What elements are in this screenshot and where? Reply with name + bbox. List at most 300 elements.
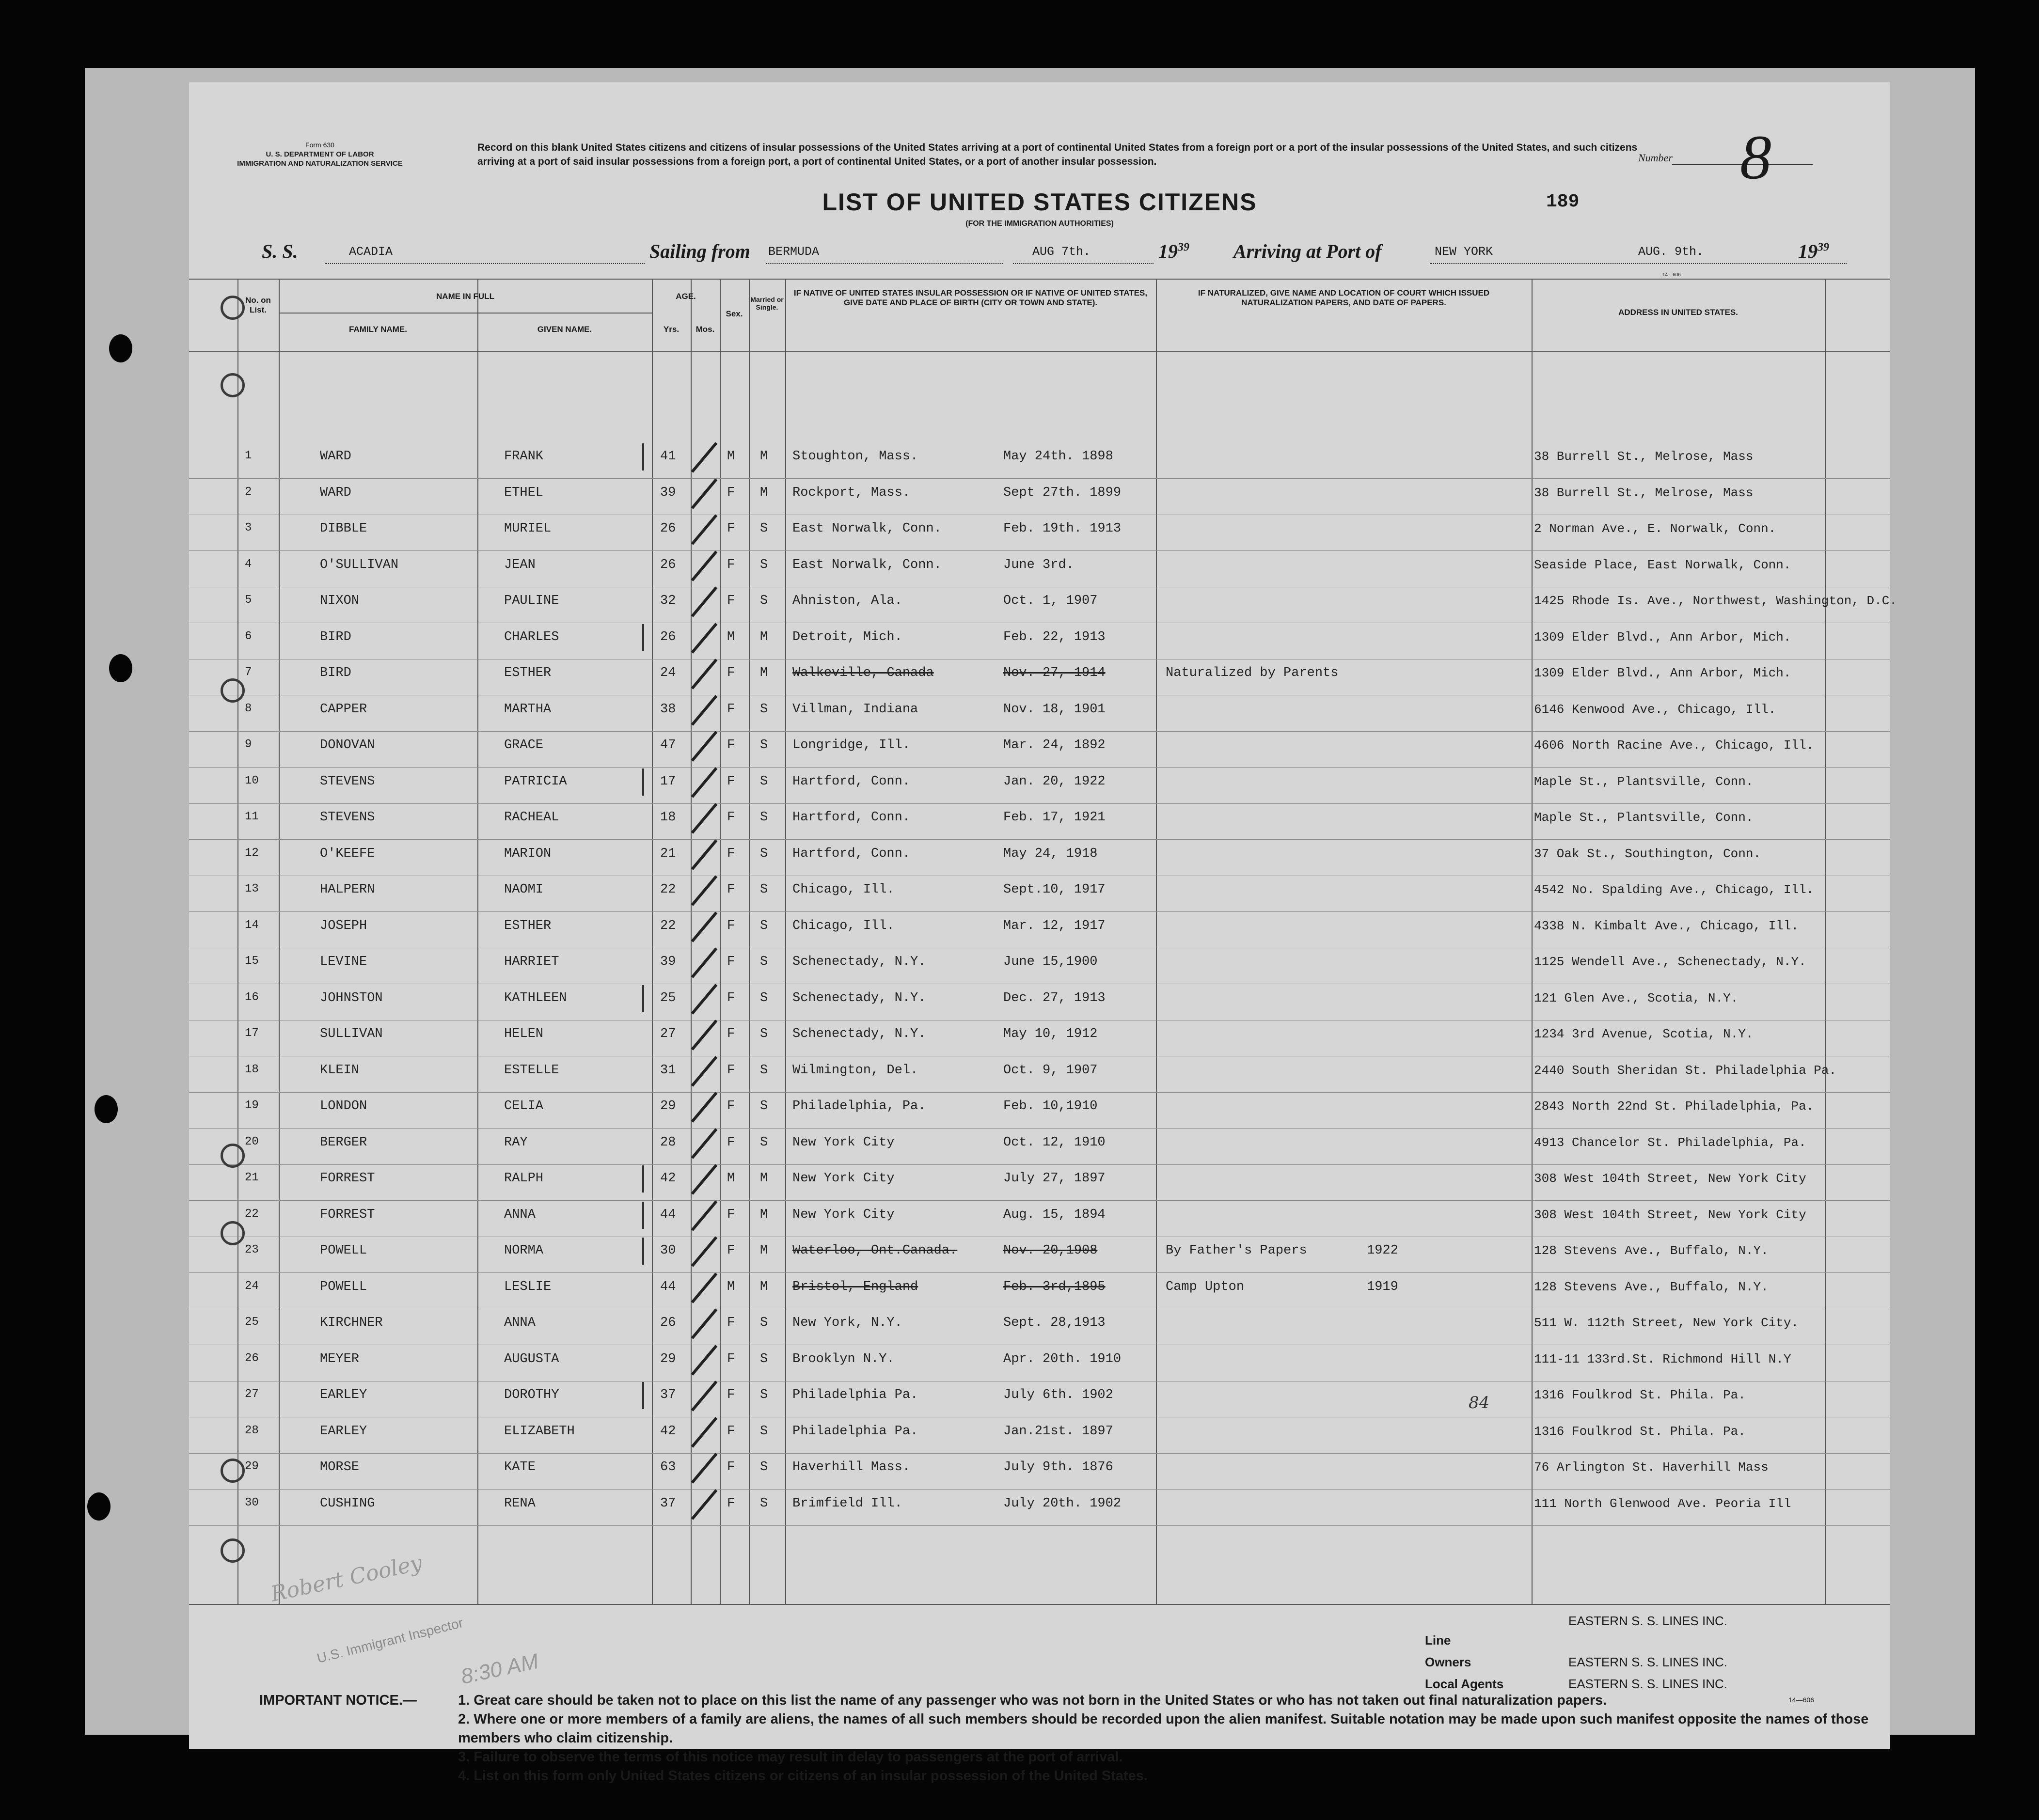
birth-place: Philadelphia Pa. [792, 1388, 918, 1402]
us-address: 4913 Chancelor St. Philadelphia, Pa. [1534, 1135, 1806, 1150]
col-header-age: AGE. [676, 292, 696, 301]
binder-ring [221, 373, 245, 397]
punch-hole [95, 1095, 118, 1123]
birth-place: Philadelphia, Pa. [792, 1099, 926, 1114]
birth-place: Hartford, Conn. [792, 774, 911, 789]
page-title: LIST OF UNITED STATES CITIZENS [822, 188, 1257, 216]
sex: F [727, 1316, 735, 1330]
birth-place: Schenectady, N.Y. [792, 1027, 926, 1041]
service-name: IMMIGRATION AND NATURALIZATION SERVICE [237, 159, 403, 168]
us-address: 1234 3rd Avenue, Scotia, N.Y. [1534, 1027, 1754, 1041]
check-mark [691, 659, 718, 690]
row-number: 9 [245, 738, 252, 751]
birth-place: Waterloo, Ont.Canada. [792, 1243, 958, 1258]
col-header-mos: Mos. [695, 325, 715, 334]
line-value: EASTERN S. S. LINES INC. [1568, 1614, 1727, 1628]
given-name: FRANK [504, 449, 544, 464]
arrival-port: NEW YORK [1435, 245, 1493, 259]
family-name: DONOVAN [320, 738, 375, 753]
birth-date: Oct. 12, 1910 [1003, 1135, 1106, 1150]
marital-status: S [760, 1460, 768, 1475]
marital-status: M [760, 666, 768, 680]
birth-place: New York City [792, 1171, 895, 1186]
us-address: 111-11 133rd.St. Richmond Hill N.Y [1534, 1351, 1791, 1366]
family-name: DIBBLE [320, 521, 367, 536]
family-name: JOHNSTON [320, 990, 383, 1005]
row-number: 16 [245, 990, 259, 1004]
col-header-yrs: Yrs. [663, 325, 680, 334]
sail-year: 39 [1178, 241, 1189, 254]
birth-date: Feb. 10,1910 [1003, 1099, 1098, 1114]
sex: M [727, 629, 735, 644]
birth-place: Brooklyn N.Y. [792, 1351, 895, 1366]
row-divider [189, 1453, 1890, 1454]
age-years: 29 [660, 1099, 676, 1114]
family-name: EARLEY [320, 1388, 367, 1402]
birth-place: Detroit, Mich. [792, 629, 902, 644]
binder-ring [221, 1459, 245, 1483]
row-divider [189, 803, 1890, 804]
family-name: KLEIN [320, 1063, 360, 1078]
marital-status: S [760, 1316, 768, 1330]
age-years: 18 [660, 810, 676, 825]
owners-label: Owners [1425, 1655, 1471, 1669]
sex: F [727, 521, 735, 536]
naturalization-court: By Father's Papers [1166, 1243, 1307, 1258]
marital-status: S [760, 702, 768, 717]
form-number: Form 630 [305, 141, 334, 149]
check-mark [691, 1453, 718, 1484]
naturalization-court: Camp Upton [1166, 1279, 1245, 1294]
col-divider [785, 279, 786, 1604]
given-name: LESLIE [504, 1279, 552, 1294]
tick-mark [642, 769, 644, 796]
us-address: 2 Norman Ave., E. Norwalk, Conn. [1534, 521, 1776, 536]
given-name: KATE [504, 1460, 536, 1475]
birth-date: Mar. 12, 1917 [1003, 918, 1106, 933]
col-header-name: NAME IN FULL [436, 292, 494, 301]
row-number: 27 [245, 1388, 259, 1401]
binder-ring [221, 296, 245, 320]
age-years: 26 [660, 1316, 676, 1330]
us-address: 4606 North Racine Ave., Chicago, Ill. [1534, 738, 1814, 753]
birth-place: East Norwalk, Conn. [792, 521, 942, 536]
us-address: 511 W. 112th Street, New York City. [1534, 1316, 1799, 1330]
family-name: O'KEEFE [320, 846, 375, 861]
marital-status: S [760, 955, 768, 969]
age-years: 63 [660, 1460, 676, 1475]
marital-status: S [760, 738, 768, 753]
row-divider [189, 1200, 1890, 1201]
sex: F [727, 882, 735, 897]
birth-date: July 27, 1897 [1003, 1171, 1106, 1186]
sex: M [727, 1279, 735, 1294]
age-years: 27 [660, 1027, 676, 1041]
given-name: MURIEL [504, 521, 552, 536]
us-address: 4338 N. Kimbalt Ave., Chicago, Ill. [1534, 918, 1799, 933]
sex: F [727, 990, 735, 1005]
row-divider [189, 1272, 1890, 1273]
age-years: 21 [660, 846, 676, 861]
check-mark [691, 911, 718, 942]
birth-date: Sept. 28,1913 [1003, 1316, 1106, 1330]
marital-status: S [760, 774, 768, 789]
margin-note: 84 [1469, 1393, 1490, 1412]
row-number: 24 [245, 1279, 259, 1293]
check-mark [691, 1489, 718, 1520]
sex: F [727, 485, 735, 500]
row-number: 13 [245, 882, 259, 895]
check-mark [691, 767, 718, 798]
marital-status: S [760, 557, 768, 572]
given-name: PATRICIA [504, 774, 567, 789]
birth-place: Walkeville, Canada [792, 666, 934, 680]
record-instructions: Record on this blank United States citizens and citizens of insular possessions of the United States arriving at a port of continental United States from a foreign port or a port of the insular possessions of the United States, and such citizens arriving at a port of said insular possessions from a foreign port, a port of continental United States, or a port of another insular possession. [477, 142, 1638, 167]
us-address: 38 Burrell St., Melrose, Mass [1534, 449, 1754, 464]
row-number: 25 [245, 1316, 259, 1329]
sex: F [727, 810, 735, 825]
birth-place: New York City [792, 1207, 895, 1222]
age-years: 31 [660, 1063, 676, 1078]
row-divider [189, 911, 1890, 912]
birth-date: June 3rd. [1003, 557, 1074, 572]
print-code: 14—606 [1662, 272, 1681, 278]
arrival-date: AUG. 9th. [1638, 245, 1704, 259]
sex: F [727, 1496, 735, 1511]
family-name: MORSE [320, 1460, 360, 1475]
col-header-birth: IF NATIVE OF UNITED STATES INSULAR POSSESSION OR IF NATIVE OF UNITED STATES, GIVE DATE AND PLACE OF BIRTH (CITY OR TOWN AND STATE). [793, 288, 1148, 307]
col-header-given: GIVEN NAME. [537, 325, 592, 334]
birth-place: Wilmington, Del. [792, 1063, 918, 1078]
sail-date: AUG 7th. [1032, 245, 1091, 259]
birth-date: July 9th. 1876 [1003, 1460, 1113, 1475]
sex: F [727, 1243, 735, 1258]
binder-ring [221, 1221, 245, 1245]
family-name: BERGER [320, 1135, 367, 1150]
row-number: 3 [245, 521, 252, 534]
col-header-no: No. on List. [245, 296, 271, 314]
col-divider [237, 279, 238, 1604]
given-name: MARTHA [504, 702, 552, 717]
age-years: 28 [660, 1135, 676, 1150]
sex: F [727, 955, 735, 969]
marital-status: S [760, 1351, 768, 1366]
check-mark [691, 1020, 718, 1051]
us-address: Maple St., Plantsville, Conn. [1534, 774, 1754, 789]
marital-status: S [760, 1496, 768, 1511]
birth-place: Villman, Indiana [792, 702, 918, 717]
marital-status: M [760, 449, 768, 464]
punch-hole [87, 1492, 111, 1521]
birth-date: Feb. 3rd,1895 [1003, 1279, 1106, 1294]
birth-place: Ahniston, Ala. [792, 594, 902, 608]
row-divider [189, 478, 1890, 479]
family-name: EARLEY [320, 1424, 367, 1439]
binder-ring [221, 1144, 245, 1168]
us-address: 121 Glen Ave., Scotia, N.Y. [1534, 990, 1739, 1005]
us-address: 308 West 104th Street, New York City [1534, 1171, 1806, 1186]
family-name: SULLIVAN [320, 1027, 383, 1041]
sex: F [727, 1135, 735, 1150]
sailing-underline [766, 263, 1003, 264]
given-name: ESTELLE [504, 1063, 559, 1078]
us-address: 37 Oak St., Southington, Conn. [1534, 846, 1761, 861]
row-number: 1 [245, 449, 252, 462]
family-name: CAPPER [320, 702, 367, 717]
marital-status: S [760, 1424, 768, 1439]
page-number: 189 [1546, 191, 1580, 212]
given-name: ANNA [504, 1316, 536, 1330]
birth-date: May 24, 1918 [1003, 846, 1098, 861]
sex: F [727, 1388, 735, 1402]
row-number: 18 [245, 1063, 259, 1076]
name-subheader-border [279, 313, 652, 314]
us-address: 111 North Glenwood Ave. Peoria Ill [1534, 1496, 1791, 1511]
tick-mark [642, 985, 644, 1012]
family-name: NIXON [320, 594, 360, 608]
check-mark [691, 586, 718, 617]
port-underline [1430, 263, 1847, 264]
date-underline [1013, 263, 1154, 264]
row-number: 5 [245, 594, 252, 607]
age-years: 17 [660, 774, 676, 789]
birth-date: Nov. 27, 1914 [1003, 666, 1106, 680]
family-name: POWELL [320, 1279, 367, 1294]
birth-place: New York City [792, 1135, 895, 1150]
age-years: 29 [660, 1351, 676, 1366]
row-divider [189, 1525, 1890, 1526]
naturalization-date: 1922 [1367, 1243, 1398, 1258]
family-name: KIRCHNER [320, 1316, 383, 1330]
check-mark [691, 731, 718, 762]
row-divider [189, 1128, 1890, 1129]
row-number: 22 [245, 1207, 259, 1221]
us-address: 38 Burrell St., Melrose, Mass [1534, 485, 1754, 500]
us-address: 1309 Elder Blvd., Ann Arbor, Mich. [1534, 666, 1791, 680]
row-number: 21 [245, 1171, 259, 1184]
row-number: 2 [245, 485, 252, 499]
tick-mark [642, 1238, 644, 1265]
ss-label: S. S. [262, 240, 298, 262]
arrival-year: 39 [1818, 241, 1829, 254]
birth-date: May 10, 1912 [1003, 1027, 1098, 1041]
birth-date: June 15,1900 [1003, 955, 1098, 969]
sex: F [727, 557, 735, 572]
birth-date: July 20th. 1902 [1003, 1496, 1122, 1511]
sex: F [727, 1063, 735, 1078]
row-number: 15 [245, 955, 259, 968]
given-name: ELIZABETH [504, 1424, 575, 1439]
row-divider [189, 1092, 1890, 1093]
age-years: 37 [660, 1388, 676, 1402]
check-mark [691, 1092, 718, 1123]
birth-place: Bristol, England [792, 1279, 918, 1294]
page-subtitle: (FOR THE IMMIGRATION AUTHORITIES) [965, 220, 1114, 228]
binder-ring [221, 1538, 245, 1563]
row-number: 29 [245, 1460, 259, 1473]
sex: M [727, 1171, 735, 1186]
tick-mark [642, 1382, 644, 1409]
department-header [225, 141, 414, 168]
us-address: 128 Stevens Ave., Buffalo, N.Y. [1534, 1243, 1769, 1258]
birth-date: Apr. 20th. 1910 [1003, 1351, 1122, 1366]
row-number: 8 [245, 702, 252, 715]
sex: M [727, 449, 735, 464]
given-name: DOROTHY [504, 1388, 559, 1402]
row-number: 11 [245, 810, 259, 823]
col-divider [720, 279, 721, 1604]
inspection-time: 8:30 AM [458, 1649, 541, 1689]
birth-place: Chicago, Ill. [792, 882, 895, 897]
row-number: 14 [245, 918, 259, 932]
family-name: STEVENS [320, 810, 375, 825]
check-mark [691, 442, 718, 473]
sex: F [727, 1207, 735, 1222]
binder-ring [221, 678, 245, 703]
row-number: 4 [245, 557, 252, 571]
manifest-page [189, 82, 1897, 1784]
sex: F [727, 1099, 735, 1114]
check-mark [691, 1345, 718, 1376]
birth-place: New York, N.Y. [792, 1316, 902, 1330]
marital-status: M [760, 629, 768, 644]
line-label: Line [1425, 1633, 1451, 1647]
row-divider [189, 731, 1890, 732]
check-mark [691, 623, 718, 654]
birth-date: Feb. 22, 1913 [1003, 629, 1106, 644]
sex: F [727, 846, 735, 861]
check-mark [691, 1381, 718, 1412]
marital-status: S [760, 882, 768, 897]
given-name: AUGUSTA [504, 1351, 559, 1366]
check-mark [691, 875, 718, 906]
birth-date: July 6th. 1902 [1003, 1388, 1113, 1402]
family-name: BIRD [320, 666, 351, 680]
given-name: CHARLES [504, 629, 559, 644]
birth-place: East Norwalk, Conn. [792, 557, 942, 572]
header-bottom-border [189, 351, 1890, 352]
sex: F [727, 594, 735, 608]
marital-status: S [760, 594, 768, 608]
age-years: 39 [660, 955, 676, 969]
row-number: 6 [245, 629, 252, 643]
birth-date: Mar. 24, 1892 [1003, 738, 1106, 753]
age-years: 25 [660, 990, 676, 1005]
marital-status: S [760, 1099, 768, 1114]
check-mark [691, 1128, 718, 1159]
sex: F [727, 1460, 735, 1475]
given-name: CELIA [504, 1099, 544, 1114]
age-years: 22 [660, 918, 676, 933]
us-address: 6146 Kenwood Ave., Chicago, Ill. [1534, 702, 1776, 717]
marital-status: S [760, 918, 768, 933]
age-years: 39 [660, 485, 676, 500]
marital-status: M [760, 1279, 768, 1294]
birth-place: Hartford, Conn. [792, 810, 911, 825]
age-years: 32 [660, 594, 676, 608]
us-address: 1316 Foulkrod St. Phila. Pa. [1534, 1388, 1746, 1402]
given-name: MARION [504, 846, 552, 861]
marital-status: S [760, 990, 768, 1005]
year-prefix: 19 [1158, 240, 1178, 262]
col-header-married: Married or Single. [750, 296, 784, 311]
row-divider [189, 1164, 1890, 1165]
birth-date: Feb. 19th. 1913 [1003, 521, 1122, 536]
given-name: ANNA [504, 1207, 536, 1222]
check-mark [691, 1236, 718, 1267]
col-header-sex: Sex. [726, 309, 743, 318]
marital-status: M [760, 1243, 768, 1258]
birth-date: Nov. 20,1908 [1003, 1243, 1098, 1258]
family-name: BIRD [320, 629, 351, 644]
family-name: WARD [320, 485, 351, 500]
check-mark [691, 550, 718, 581]
col-header-naturalized: IF NATURALIZED, GIVE NAME AND LOCATION OF COURT WHICH ISSUED NATURALIZATION PAPERS, AND DATE OF PAPERS. [1198, 288, 1490, 307]
given-name: JEAN [504, 557, 536, 572]
birth-place: Rockport, Mass. [792, 485, 911, 500]
tick-mark [642, 624, 644, 651]
us-address: 4542 No. Spalding Ave., Chicago, Ill. [1534, 882, 1814, 897]
us-address: 1425 Rhode Is. Ave., Northwest, Washington, D.C. [1534, 594, 1897, 608]
birth-date: May 24th. 1898 [1003, 449, 1113, 464]
notice-heading: IMPORTANT NOTICE.— [259, 1693, 417, 1708]
check-mark [691, 1417, 718, 1448]
naturalization-court: Naturalized by Parents [1166, 666, 1339, 680]
row-divider [189, 550, 1890, 551]
row-number: 17 [245, 1027, 259, 1040]
marital-status: M [760, 1207, 768, 1222]
tick-mark [642, 443, 644, 471]
age-years: 24 [660, 666, 676, 680]
family-name: MEYER [320, 1351, 360, 1366]
birth-date: Dec. 27, 1913 [1003, 990, 1106, 1005]
family-name: WARD [320, 449, 351, 464]
given-name: NORMA [504, 1243, 544, 1258]
tick-mark [642, 1165, 644, 1192]
age-years: 38 [660, 702, 676, 717]
family-name: JOSEPH [320, 918, 367, 933]
row-number: 10 [245, 774, 259, 787]
owners-value: EASTERN S. S. LINES INC. [1568, 1655, 1727, 1669]
table-top-border [189, 279, 1890, 280]
birth-place: Stoughton, Mass. [792, 449, 918, 464]
us-address: Maple St., Plantsville, Conn. [1534, 810, 1754, 825]
age-years: 26 [660, 557, 676, 572]
col-divider [1156, 279, 1157, 1604]
given-name: ESTHER [504, 918, 552, 933]
notice-item: 4. List on this form only United States citizens or citizens of an insular possession of the United States. [458, 1768, 1148, 1784]
family-name: LONDON [320, 1099, 367, 1114]
age-years: 26 [660, 629, 676, 644]
row-number: 30 [245, 1496, 259, 1509]
birth-date: Nov. 18, 1901 [1003, 702, 1106, 717]
marital-status: S [760, 1388, 768, 1402]
naturalization-date: 1919 [1367, 1279, 1398, 1294]
age-years: 44 [660, 1207, 676, 1222]
birth-date: Sept.10, 1917 [1003, 882, 1106, 897]
notice-item: 1. Great care should be taken not to place on this list the name of any passenger who was not born in the United States or who has not taken out final naturalization papers. [458, 1693, 1607, 1708]
birth-date: Oct. 1, 1907 [1003, 594, 1098, 608]
marital-status: S [760, 521, 768, 536]
birth-place: Schenectady, N.Y. [792, 990, 926, 1005]
row-divider [189, 767, 1890, 768]
ship-name: ACADIA [349, 245, 393, 259]
us-address: 2843 North 22nd St. Philadelphia, Pa. [1534, 1099, 1814, 1114]
birth-place: Schenectady, N.Y. [792, 955, 926, 969]
check-mark [691, 839, 718, 870]
birth-place: Longridge, Ill. [792, 738, 911, 753]
sailing-from: BERMUDA [768, 245, 820, 259]
